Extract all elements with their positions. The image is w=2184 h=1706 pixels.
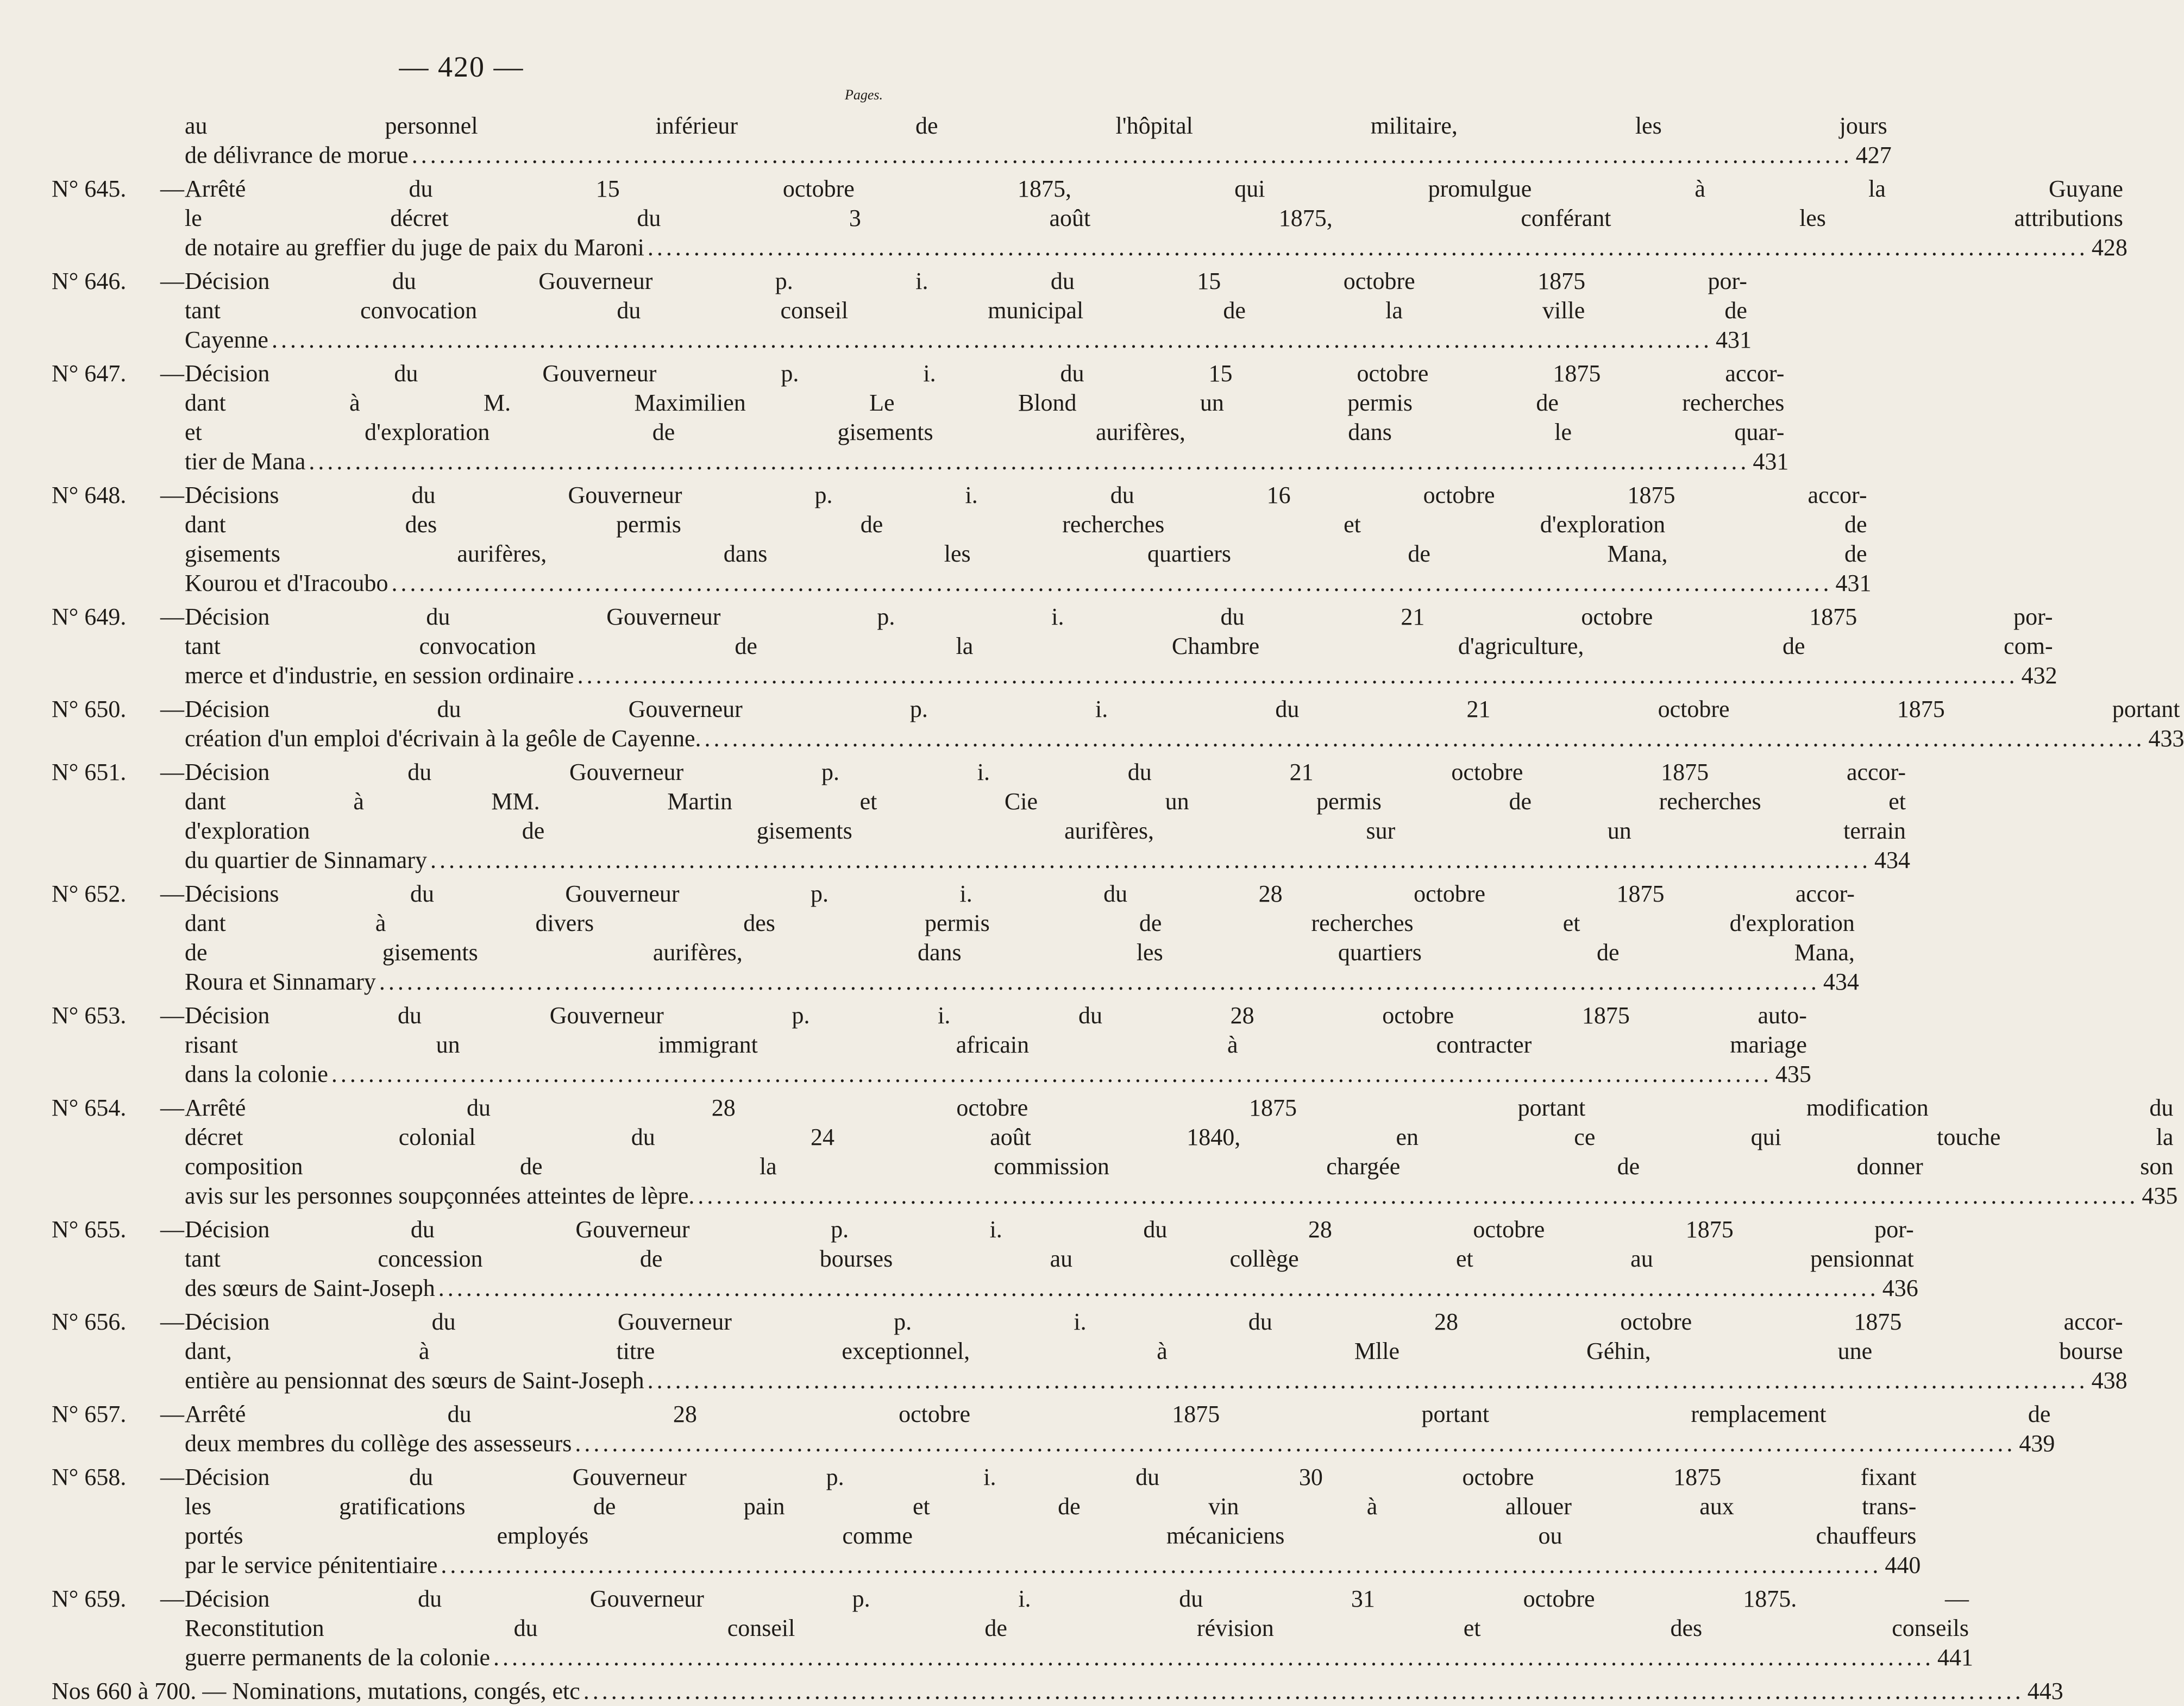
toc-dash: — [160, 759, 184, 785]
toc-page-number: 432 [2021, 662, 2057, 689]
toc-line: dant à divers des permis de recherches et d'exploration [185, 910, 1855, 936]
toc-last-line [185, 569, 1872, 598]
toc-dash: — [160, 880, 184, 907]
toc-line: création d'un emploi d'écrivain à la geôle de Cayenne. [185, 725, 701, 752]
leader-dots: ............................................................................................................................................................ [391, 570, 1832, 596]
toc-line: tant convocation de la Chambre d'agriculture, de com- [185, 633, 2053, 659]
toc-entry [52, 1001, 1811, 1089]
toc-entry-number: N° 659. [52, 1585, 127, 1612]
toc-line: dant des permis de recherches et d'exploration de [185, 511, 1867, 538]
toc-line: Décision du Gouverneur p. i. du 28 octobre 1875 por- [185, 1216, 1914, 1243]
toc-line: décret colonial du 24 août 1840, en ce qui touche la [185, 1124, 2174, 1150]
toc-line: tant convocation du conseil municipal de la ville de [185, 297, 1747, 324]
toc-line: des sœurs de Saint-Joseph [185, 1275, 435, 1301]
toc-line: Décisions du Gouverneur p. i. du 28 octobre 1875 accor- [185, 880, 1855, 907]
pages-column-label: Pages. [845, 87, 883, 103]
leader-dots: ............................................................................................................................................................ [704, 725, 2145, 752]
toc-entry-description [185, 1463, 1921, 1580]
toc-line: deux membres du collège des assesseurs [185, 1430, 572, 1457]
toc-entry-number: N° 647. [52, 360, 127, 387]
toc-line: tier de Mana [185, 448, 306, 475]
toc-entry-description [185, 174, 2127, 262]
toc-last-line [185, 661, 2057, 690]
leader-dots: ............................................................................................................................................................ [438, 1275, 1879, 1301]
toc-entry [52, 1584, 1973, 1672]
toc-last-line [185, 724, 2184, 753]
toc-entry-description [185, 1584, 1973, 1672]
toc-line: gisements aurifères, dans les quartiers de Mana, de [185, 540, 1867, 567]
toc-line: Kourou et d'Iracoubo [185, 570, 388, 596]
toc-entry [52, 1400, 2055, 1458]
toc-page-number: 427 [1855, 142, 1892, 168]
toc-entry [52, 695, 2184, 753]
toc-entry-description [185, 1400, 2055, 1458]
toc-final-text: Nos 660 à 700. — Nominations, mutations, congés, etc [52, 1678, 580, 1704]
toc-line: Décision du Gouverneur p. i. du 21 octobre 1875 accor- [185, 759, 1906, 785]
toc-entry [52, 174, 2127, 262]
toc-entry [52, 758, 1910, 875]
toc-line: les gratifications de pain et de vin à allouer aux trans- [185, 1493, 1917, 1520]
toc-line: Reconstitution du conseil de révision et des conseils [185, 1615, 1969, 1641]
toc-entry [52, 1215, 1918, 1303]
toc-line: Cayenne [185, 326, 268, 353]
toc-entry-description [185, 602, 2057, 690]
toc-last-line [185, 233, 2127, 262]
toc-entry-number: N° 645. [52, 175, 127, 202]
toc-page-number: 438 [2091, 1367, 2127, 1394]
toc-last-line [185, 1181, 2178, 1211]
toc-entry-number: N° 657. [52, 1401, 127, 1427]
toc-page-number: 431 [1753, 448, 1789, 475]
toc-entry-number: N° 652. [52, 880, 127, 907]
toc-page-number: 433 [2148, 725, 2184, 752]
toc-dash: — [160, 1401, 184, 1427]
toc-dash: — [160, 1216, 184, 1243]
leader-dots: ............................................................................................................................................................ [271, 326, 1712, 353]
toc-continuation-text [185, 111, 1892, 170]
toc-line: guerre permanents de la colonie [185, 1644, 490, 1671]
leader-dots: ............................................................................................................................................................ [441, 1552, 1882, 1578]
toc-dash: — [160, 1464, 184, 1490]
toc-entry-description [185, 1093, 2178, 1211]
toc-entry-description [185, 758, 1910, 875]
toc-page-number: 431 [1835, 570, 1872, 596]
toc-line: Arrêté du 15 octobre 1875, qui promulgue à la Guyane [185, 175, 2123, 202]
toc-line: le décret du 3 août 1875, conférant les attributions [185, 205, 2123, 231]
toc-last-line [185, 141, 1892, 170]
toc-entry-number: N° 650. [52, 696, 127, 722]
toc-line: Décision du Gouverneur p. i. du 15 octobre 1875 por- [185, 268, 1747, 294]
toc-dash: — [160, 1308, 184, 1335]
toc-line: du quartier de Sinnamary [185, 847, 427, 873]
toc-entry-description [185, 1215, 1918, 1303]
toc-line: par le service pénitentiaire [185, 1552, 438, 1578]
toc-entry-number: N° 649. [52, 603, 127, 630]
toc-entry [52, 481, 1872, 598]
toc-line: Décision du Gouverneur p. i. du 28 octobre 1875 auto- [185, 1002, 1807, 1029]
toc-last-line [185, 1274, 1918, 1303]
toc-entry-number: N° 653. [52, 1002, 127, 1029]
toc-entry-description [185, 1001, 1811, 1089]
toc-dash: — [160, 1585, 184, 1612]
toc-entry [52, 1307, 2127, 1395]
toc-continuation [52, 111, 1892, 170]
toc-line: Décision du Gouverneur p. i. du 28 octobre 1875 accor- [185, 1308, 2123, 1335]
toc-page-number: 436 [1882, 1275, 1918, 1301]
leader-dots: ............................................................................................................................................................ [583, 1678, 2024, 1704]
table-of-contents [52, 111, 2184, 1706]
toc-line: Arrêté du 28 octobre 1875 portant remplacement de [185, 1401, 2051, 1427]
page-number: — 420 — [399, 51, 524, 83]
toc-line: Décision du Gouverneur p. i. du 15 octobre 1875 accor- [185, 360, 1785, 387]
toc-line: entière au pensionnat des sœurs de Saint-Joseph [185, 1367, 644, 1394]
leader-dots: ............................................................................................................................................................ [411, 142, 1853, 168]
toc-line: et d'exploration de gisements aurifères, dans le quar- [185, 419, 1785, 445]
toc-line: merce et d'industrie, en session ordinaire [185, 662, 574, 689]
toc-page-number: 434 [1823, 968, 1859, 995]
toc-entry [52, 267, 1752, 355]
toc-line: de délivrance de morue [185, 142, 409, 168]
toc-dash: — [160, 482, 184, 508]
leader-dots: ............................................................................................................................................................ [493, 1644, 1934, 1671]
toc-entry [52, 1093, 2178, 1211]
toc-line: d'exploration de gisements aurifères, sur un terrain [185, 817, 1906, 844]
leader-dots: ............................................................................................................................................................ [575, 1430, 2016, 1457]
toc-line: portés employés comme mécaniciens ou chauffeurs [185, 1522, 1917, 1549]
toc-line: risant un immigrant africain à contracter mariage [185, 1031, 1807, 1058]
toc-last-line [185, 1551, 1921, 1580]
toc-line: Arrêté du 28 octobre 1875 portant modification du [185, 1094, 2174, 1121]
toc-entry [52, 359, 1789, 476]
toc-line: Décision du Gouverneur p. i. du 21 octobre 1875 portant [185, 696, 2180, 722]
toc-last-line [185, 967, 1859, 997]
toc-last-line [185, 1643, 1973, 1672]
leader-dots: ............................................................................................................................................................ [647, 234, 2088, 261]
toc-entry-number: N° 651. [52, 759, 127, 785]
leader-dots: ............................................................................................................................................................ [379, 968, 1820, 995]
toc-entry-description [185, 879, 1859, 997]
toc-line: de notaire au greffier du juge de paix du Maroni [185, 234, 644, 261]
toc-last-line [185, 1429, 2055, 1458]
toc-line: dant à M. Maximilien Le Blond un permis de recherches [185, 389, 1785, 416]
toc-last-line [185, 447, 1789, 476]
toc-entry [52, 1463, 1921, 1580]
toc-entry-description [185, 359, 1789, 476]
toc-entry-number: N° 658. [52, 1464, 127, 1490]
toc-entry-description [185, 481, 1872, 598]
toc-last-line [185, 1060, 1811, 1089]
toc-line: Roura et Sinnamary [185, 968, 376, 995]
toc-last-line [185, 1366, 2127, 1395]
toc-line: composition de la commission chargée de donner son [185, 1153, 2174, 1180]
toc-entry-description [185, 695, 2184, 753]
toc-line: de gisements aurifères, dans les quartiers de Mana, [185, 939, 1855, 966]
leader-dots: ............................................................................................................................................................ [647, 1367, 2088, 1394]
toc-page-number: 439 [2019, 1430, 2055, 1457]
toc-entry-number: N° 655. [52, 1216, 127, 1243]
toc-dash: — [160, 1002, 184, 1029]
toc-entry-description [185, 267, 1752, 355]
toc-page-number: 435 [1775, 1061, 1811, 1087]
toc-entry [52, 879, 1859, 997]
toc-page-number: 428 [2091, 234, 2127, 261]
toc-line: Décision du Gouverneur p. i. du 30 octobre 1875 fixant [185, 1464, 1917, 1490]
toc-line: au personnel inférieur de l'hôpital militaire, les jours [185, 112, 1887, 139]
toc-entry-description [185, 1307, 2127, 1395]
toc-dash: — [160, 1094, 184, 1121]
toc-last-line [185, 846, 1910, 875]
toc-entry-number: N° 654. [52, 1094, 127, 1121]
toc-dash: — [160, 175, 184, 202]
toc-line: dant à MM. Martin et Cie un permis de recherches et [185, 788, 1906, 815]
toc-entry [52, 602, 2057, 690]
toc-line: dans la colonie [185, 1061, 328, 1087]
leader-dots: ............................................................................................................................................................ [331, 1061, 1772, 1087]
toc-page-number: 435 [2142, 1182, 2178, 1209]
leader-dots: ............................................................................................................................................................ [309, 448, 1750, 475]
toc-page-number: 434 [1874, 847, 1910, 873]
toc-line: dant, à titre exceptionnel, à Mlle Géhin, une bourse [185, 1338, 2123, 1364]
toc-dash: — [160, 360, 184, 387]
leader-dots: ............................................................................................................................................................ [698, 1182, 2139, 1209]
toc-page-number: 440 [1885, 1552, 1921, 1578]
toc-line: avis sur les personnes soupçonnées atteintes de lèpre. [185, 1182, 695, 1209]
toc-last-line [185, 325, 1752, 355]
toc-dash: — [160, 603, 184, 630]
toc-page-number: 431 [1715, 326, 1752, 353]
toc-line: Décision du Gouverneur p. i. du 31 octobre 1875. — [185, 1585, 1969, 1612]
leader-dots: ............................................................................................................................................................ [577, 662, 2018, 689]
toc-page-number: 441 [1937, 1644, 1973, 1671]
toc-dash: — [160, 696, 184, 722]
toc-entry-number: N° 656. [52, 1308, 127, 1335]
toc-entry-number: N° 648. [52, 482, 127, 508]
toc-page-number: 443 [2027, 1678, 2063, 1704]
toc-entry-number: N° 646. [52, 268, 127, 294]
toc-final-entry [52, 1677, 2063, 1706]
toc-line: Décisions du Gouverneur p. i. du 16 octobre 1875 accor- [185, 482, 1867, 508]
toc-line: Décision du Gouverneur p. i. du 21 octobre 1875 por- [185, 603, 2053, 630]
leader-dots: ............................................................................................................................................................ [430, 847, 1871, 873]
toc-line: tant concession de bourses au collège et au pensionnat [185, 1245, 1914, 1272]
toc-dash: — [160, 268, 184, 294]
